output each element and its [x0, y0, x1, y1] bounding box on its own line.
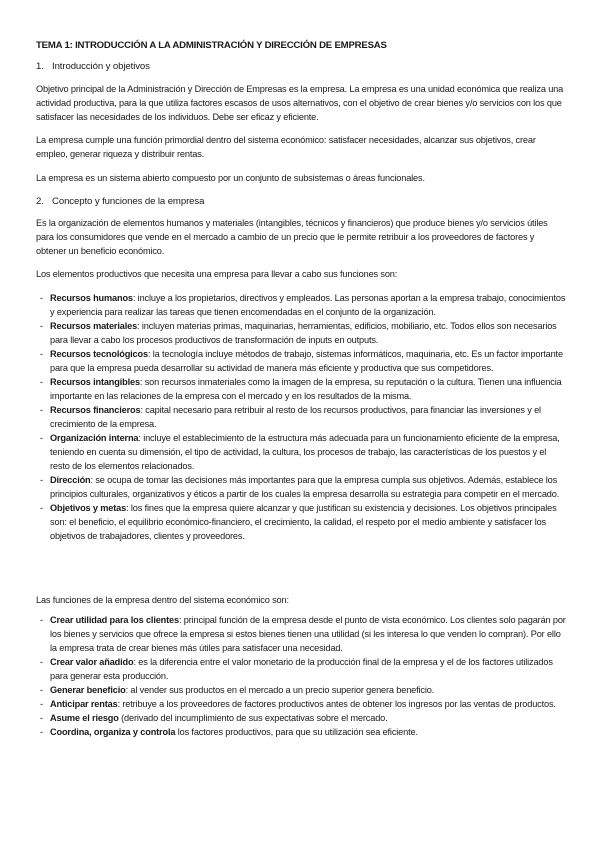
- list-item-term: Anticipar rentas: [50, 699, 118, 709]
- list-item: - Recursos financieros: capital necesario para retribuir al resto de los recursos productivos, para financiar las inversiones y el crecimiento de la empresa.: [40, 405, 541, 429]
- list-item: - Anticipar rentas: retribuye a los proveedores de factores productivos antes de obtener los ingresos por las ventas de productos.: [40, 699, 556, 709]
- list-item-term: Asume el riesgo: [50, 713, 119, 723]
- list-item: - Dirección: se ocupa de tomar las decisiones más importantes para que la empresa cumpla sus objetivos. Además, establece los principios culturales, organizativos y éticos a partir de los cuales la empresa desarrolla su estrategia para competir en el mercado.: [40, 475, 560, 499]
- list-item: - Recursos intangibles: son recursos inmateriales como la imagen de la empresa, su reputación o la cultura. Tienen una influencia importante en las relaciones de la empresa con el mercado y en los resultados de la misma.: [40, 377, 562, 401]
- section-heading-concept: [36, 196, 204, 207]
- concept-paragraph: Los elementos productivos que necesita una empresa para llevar a cabo sus funciones son:: [36, 269, 398, 279]
- list-item-term: Crear valor añadido: [50, 657, 134, 667]
- productive-elements-list: [36, 291, 566, 543]
- list-item: - Asume el riesgo (derivado del incumplimiento de sus expectativas sobre el mercado.: [40, 713, 388, 723]
- list-item-term: Objetivos y metas: [50, 503, 127, 513]
- concept-paragraph: Es la organización de elementos humanos y materiales (intangibles, técnicos y financieros) que produce bienes y/o servicios útiles para los consumidores que vende en el mercado a cambio de un precio que le permite retribuir a los proveedores de factores y obtener un beneficio económico.: [36, 218, 548, 256]
- section-number: 1.: [36, 61, 44, 72]
- list-item-term: Crear utilidad para los clientes: [50, 615, 179, 625]
- list-item-term: Recursos tecnológicos: [50, 349, 148, 359]
- list-item: - Organización interna: incluye el establecimiento de la estructura más adecuada para un funcionamiento eficiente de la empresa, teniendo en cuenta su dimensión, el tipo de actividad, la cultura, los procesos de trabajo, las características de los puestos y el resto de los elementos relacionados.: [40, 433, 560, 471]
- list-item-text: : son recursos inmateriales como la imagen de la empresa, su reputación o la cultura. Tienen una influencia importante en las relaciones de la empresa con el mercado y en los resultados de la misma.: [50, 377, 562, 401]
- section-title: Concepto y funciones de la empresa: [52, 196, 205, 207]
- list-item-text: : incluye a los propietarios, directivos y empleados. Las personas aportan a la empresa trabajo, conocimientos y experiencia para realizar las tareas que tienen encomendadas en el conjunto de la organización.: [50, 293, 566, 317]
- list-item-text: : es la diferencia entre el valor monetario de la producción final de la empresa y el de los factores utilizados para generar esta producción.: [50, 657, 553, 681]
- list-item-text: : incluyen materias primas, maquinarias, herramientas, edificios, mobiliario, etc. Todos ellos son necesarios para llevar a cabo los procesos productivos de transformación de inputs en outputs.: [50, 321, 557, 345]
- list-item-text: : retribuye a los proveedores de factores productivos antes de obtener los ingresos por las ventas de productos.: [117, 699, 556, 709]
- list-item: - Objetivos y metas: los fines que la empresa quiere alcanzar y que justifican su existencia y decisiones. Los objetivos principales son: el beneficio, el equilibrio económico-financiero, el crecimiento, la calidad, el respeto por el medio ambiente y satisfacer los objetivos de trabajadores, clientes y proveedores.: [40, 503, 557, 541]
- intro-paragraph: La empresa es un sistema abierto compuesto por un conjunto de subsistemas o áreas funcionales.: [36, 173, 425, 183]
- list-item-term: Recursos financieros: [50, 405, 141, 415]
- list-item-term: Recursos intangibles: [50, 377, 140, 387]
- list-item-text: : principal función de la empresa desde el punto de vista económico. Los clientes solo pagarán por los bienes y servicios que ofrece la empresa si estos bienes tienen una utilidad (si les interesa lo que venden lo compran). Por ello la empresa trata de crear bienes más útiles para satisfacer una necesidad.: [50, 615, 566, 653]
- section-heading-intro: [36, 61, 150, 72]
- list-item: - Recursos tecnológicos: la tecnología incluye métodos de trabajo, sistemas informáticos, maquinaria, etc. Es un factor importante para que la empresa pueda desarrollar su actividad de manera más eficiente y productiva que sus competidores.: [40, 349, 563, 373]
- section-number: 2.: [36, 196, 44, 207]
- list-item-text: los factores productivos, para que su utilización sea eficiente.: [175, 727, 418, 737]
- list-item-text: (derivado del incumplimiento de sus expectativas sobre el mercado.: [118, 713, 388, 723]
- list-item-text: : incluye el establecimiento de la estructura más adecuada para un funcionamiento eficiente de la empresa, teniendo en cuenta su dimensión, el tipo de actividad, la cultura, los procesos de trabajo, las características de los puestos y el resto de los elementos relacionados.: [50, 433, 560, 471]
- document-title: TEMA 1: INTRODUCCIÓN A LA ADMINISTRACIÓN Y DIRECCIÓN DE EMPRESAS: [36, 40, 387, 51]
- list-item-text: : se ocupa de tomar las decisiones más importantes para que la empresa cumpla sus objetivos. Además, establece los principios culturales, organizativos y éticos a partir de los cuales la empresa desarrolla su estrategia para competir en el mercado.: [50, 475, 560, 499]
- intro-paragraph: La empresa cumple una función primordial dentro del sistema económico: satisfacer necesidades, alcanzar sus objetivos, crear empleo, generar riqueza y distribuir rentas.: [36, 135, 536, 159]
- list-item: - Generar beneficio: al vender sus productos en el mercado a un precio superior genera beneficio.: [40, 685, 435, 695]
- list-item-term: Recursos materiales: [50, 321, 138, 331]
- list-item-term: Generar beneficio: [50, 685, 126, 695]
- list-item-term: Coordina, organiza y controla: [50, 727, 176, 737]
- list-item: - Crear valor añadido: es la diferencia entre el valor monetario de la producción final de la empresa y el de los factores utilizados para generar esta producción.: [40, 657, 553, 681]
- list-item: - Coordina, organiza y controla los factores productivos, para que su utilización sea eficiente.: [40, 727, 418, 737]
- list-item-term: Recursos humanos: [50, 293, 133, 303]
- list-item-text: : los fines que la empresa quiere alcanzar y que justifican su existencia y decisiones. Los objetivos principales son: el beneficio, el equilibrio económico-financiero, el crecimiento, la calidad, el respeto por el medio ambiente y satisfacer los objetivos de trabajadores, clientes y proveedores.: [50, 503, 557, 541]
- list-item-term: Dirección: [50, 475, 91, 485]
- list-item: - Crear utilidad para los clientes: principal función de la empresa desde el punto de vista económico. Los clientes solo pagarán por los bienes y servicios que ofrece la empresa si estos bienes tienen una utilidad (si les interesa lo que venden lo compran). Por ello la empresa trata de crear bienes más útiles para satisfacer una necesidad.: [40, 615, 566, 653]
- list-item: - Recursos humanos: incluye a los propietarios, directivos y empleados. Las personas aportan a la empresa trabajo, conocimientos y experiencia para realizar las tareas que tienen encomendadas en el conjunto de la organización.: [40, 293, 566, 317]
- list-item: - Recursos materiales: incluyen materias primas, maquinarias, herramientas, edificios, mobiliario, etc. Todos ellos son necesarios para llevar a cabo los procesos productivos de transformación de inputs en outputs.: [40, 321, 557, 345]
- list-item-text: : la tecnología incluye métodos de trabajo, sistemas informáticos, maquinaria, etc. Es un factor importante para que la empresa pueda desarrollar su actividad de manera más eficiente y productiva que sus competidores.: [50, 349, 563, 373]
- list-item-text: : capital necesario para retribuir al resto de los recursos productivos, para financiar las inversiones y el crecimiento de la empresa.: [50, 405, 541, 429]
- intro-paragraph: Objetivo principal de la Administración y Dirección de Empresas es la empresa. La empresa es una unidad económica que realiza una actividad productiva, para la que utiliza factores escasos de usos alternativos, con el objetivo de crear bienes y/o servicios con los que satisfacer las necesidades de los individuos. Debe ser eficaz y eficiente.: [36, 84, 564, 122]
- functions-intro: Las funciones de la empresa dentro del sistema económico son:: [36, 595, 289, 605]
- list-item-term: Organización interna: [50, 433, 139, 443]
- list-item-text: : al vender sus productos en el mercado a un precio superior genera beneficio.: [125, 685, 435, 695]
- section-title: Introducción y objetivos: [52, 61, 150, 72]
- functions-list: [36, 613, 566, 739]
